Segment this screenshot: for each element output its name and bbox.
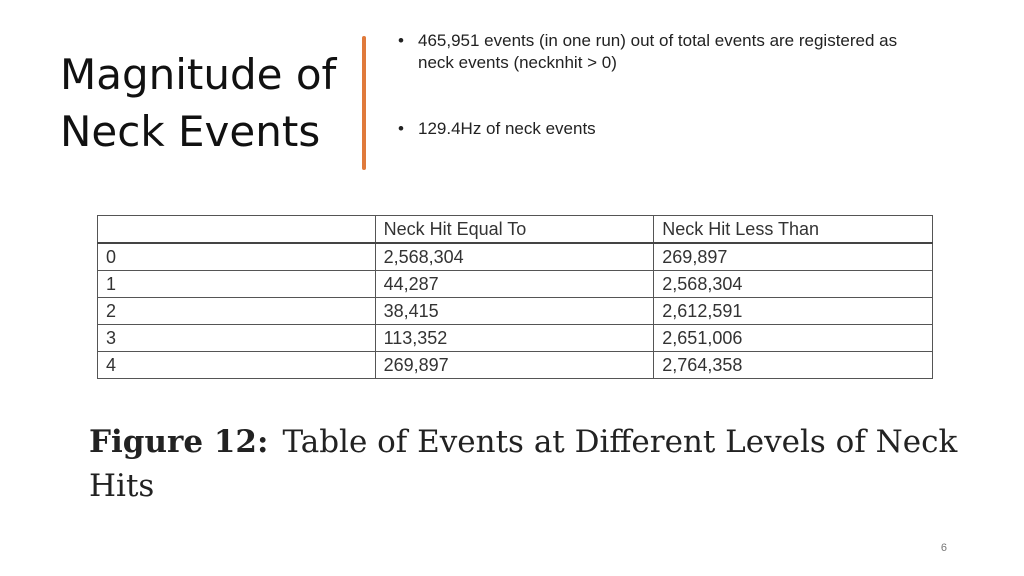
title-line: Neck Events — [60, 107, 321, 156]
page-number: 6 — [940, 542, 947, 554]
table-header-cell: Neck Hit Equal To — [375, 216, 654, 244]
table-cell: 1 — [98, 271, 376, 298]
table-row — [98, 352, 933, 379]
table-cell: 2,612,591 — [654, 298, 933, 325]
table-cell: 2,651,006 — [654, 325, 933, 352]
table-header-cell — [98, 216, 376, 244]
table-cell: 2,568,304 — [375, 243, 654, 271]
table-cell: 38,415 — [375, 298, 654, 325]
table-cell: 44,287 — [375, 271, 654, 298]
caption-text: Table of Events at Different Levels of Neck Hits — [89, 424, 958, 504]
caption-label: Figure 12: — [89, 424, 269, 460]
table-cell: 113,352 — [375, 325, 654, 352]
title-line: Magnitude of — [60, 50, 337, 99]
table-row — [98, 243, 933, 271]
table-cell: 2,568,304 — [654, 271, 933, 298]
bullet-item: • 465,951 events (in one run) out of total events are registered as neck events (necknhit > 0) — [398, 30, 918, 74]
neck-hits-table — [97, 215, 933, 379]
table-cell: 0 — [98, 243, 376, 271]
table-cell: 4 — [98, 352, 376, 379]
table-cell: 269,897 — [654, 243, 933, 271]
table-row — [98, 325, 933, 352]
table-cell: 2 — [98, 298, 376, 325]
table-cell: 2,764,358 — [654, 352, 933, 379]
table-cell: 269,897 — [375, 352, 654, 379]
table-header-cell: Neck Hit Less Than — [654, 216, 933, 244]
accent-divider — [362, 36, 366, 170]
table-row — [98, 271, 933, 298]
table-header-row — [98, 216, 933, 244]
bullet-list — [398, 30, 918, 140]
figure-caption — [89, 420, 969, 508]
slide-title — [60, 46, 336, 160]
bullet-item: • 129.4Hz of neck events — [398, 118, 918, 140]
table-row — [98, 298, 933, 325]
table-cell: 3 — [98, 325, 376, 352]
